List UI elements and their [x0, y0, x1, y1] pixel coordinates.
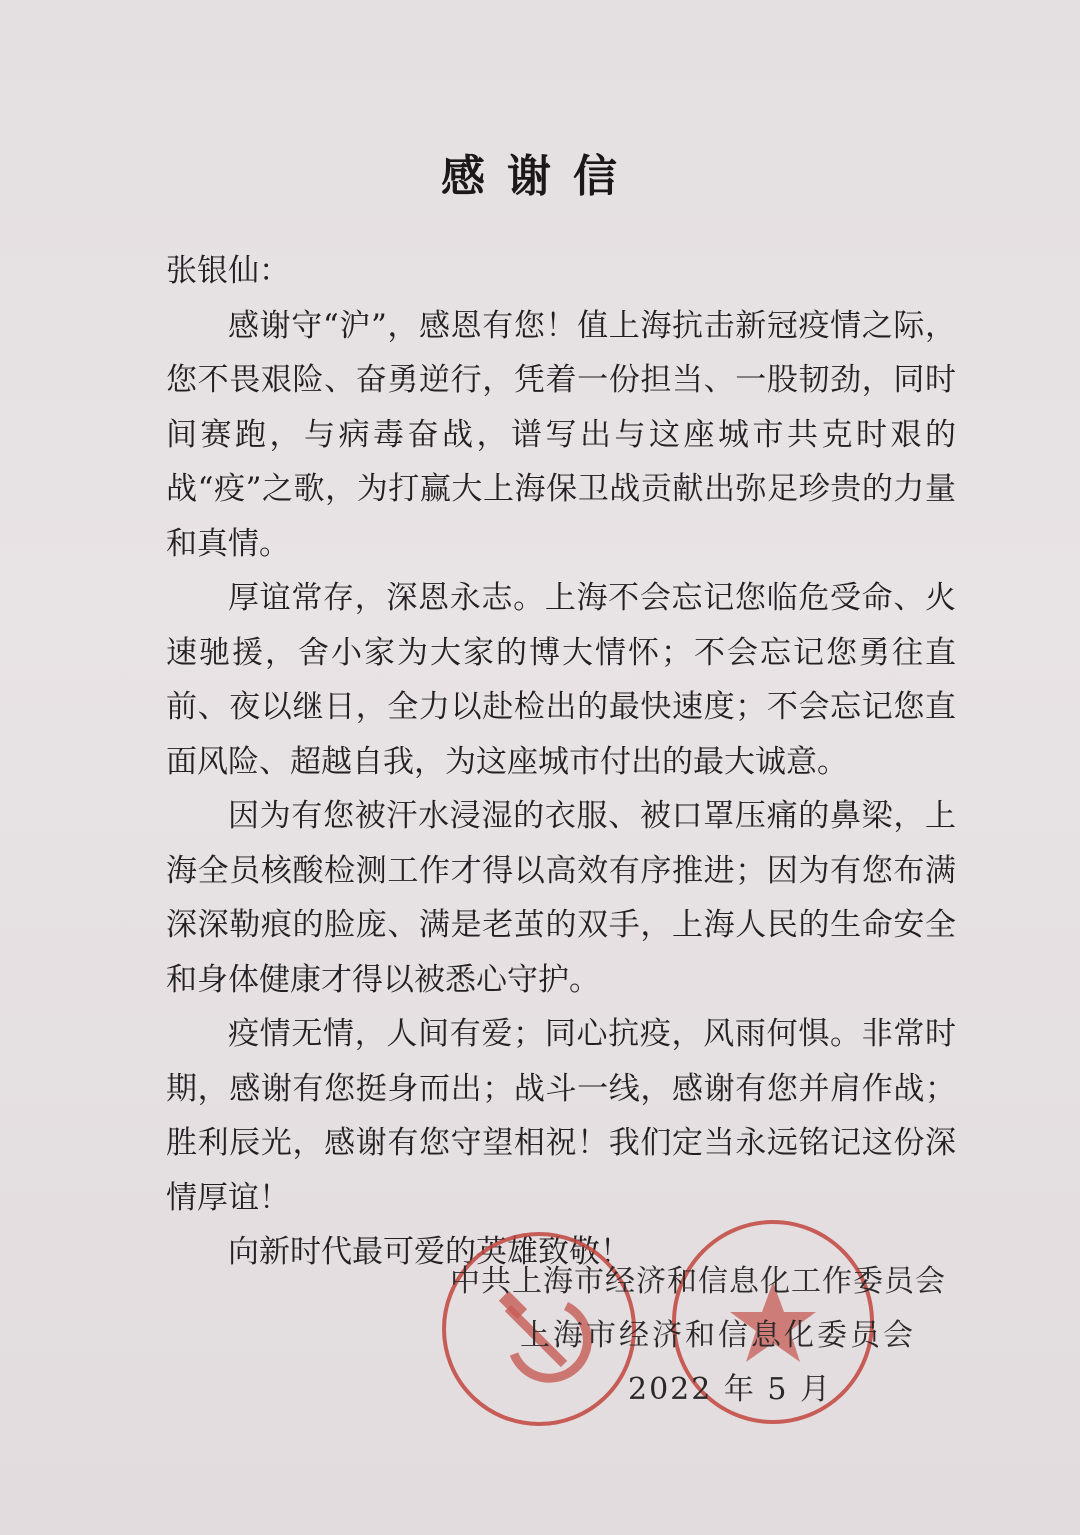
signature-block — [440, 1255, 960, 1417]
paragraph-1: 感谢守“沪”，感恩有您！值上海抗击新冠疫情之际，您不畏艰险、奋勇逆行，凭着一份担当、一股韧劲，同时间赛跑，与病毒奋战，谱写出与这座城市共克时艰的战“疫”之歌，为打赢大上海保卫战贡献出弥足珍贵的力量和真情。 — [166, 307, 956, 562]
paragraph-5: 向新时代最可爱的英雄致敬！ — [228, 1234, 631, 1270]
paragraph-2: 厚谊常存，深恩永志。上海不会忘记您临危受命、火速驰援，舍小家为大家的博大情怀；不会忘记您勇往直前、夜以继日，全力以赴检出的最快速度；不会忘记您直面风险、超越自我，为这座城市付出的最大诚意。 — [166, 580, 956, 780]
paragraph-4: 疫情无情，人间有爱；同心抗疫，风雨何惧。非常时期，感谢有您挺身而出；战斗一线，感谢有您并肩作战；胜利辰光，感谢有您守望相祝！我们定当永远铭记这份深情厚谊！ — [166, 1016, 956, 1216]
paragraph-3: 因为有您被汗水浸湿的衣服、被口罩压痛的鼻梁，上海全员核酸检测工作才得以高效有序推进；因为有您布满深深勒痕的脸庞、满是老茧的双手，上海人民的生命安全和身体健康才得以被悉心守护。 — [166, 798, 956, 998]
salutation: 张银仙： — [166, 253, 290, 289]
letter-body — [166, 244, 956, 1280]
signature-date: 2022 年 5 月 — [628, 1372, 833, 1407]
signature-org-1: 中共上海市经济和信息化工作委员会 — [450, 1264, 946, 1299]
letter-title: 感谢信 — [441, 151, 639, 202]
signature-org-2: 上海市经济和信息化委员会 — [520, 1318, 916, 1353]
